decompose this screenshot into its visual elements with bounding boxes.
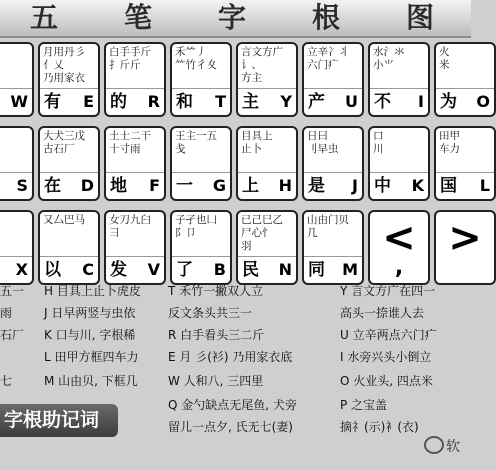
key-word: 一	[176, 176, 193, 196]
mnemonic-line: J 日早两竖与虫依	[44, 306, 136, 320]
key-m	[302, 210, 364, 285]
mnemonic-line: 七	[0, 374, 13, 388]
mnemonic-line: 五一	[0, 284, 25, 298]
banner-char: 笔	[124, 1, 153, 34]
key-b	[170, 210, 232, 285]
key-letter: S	[16, 176, 28, 195]
key-word: 上	[242, 176, 259, 196]
key-roots: 已己巳乙 尸心忄 羽	[241, 214, 283, 252]
key-roots: 言文方广 讠、 方主	[241, 46, 283, 84]
key-roots: 立辛冫丬 六门疒	[307, 46, 349, 71]
key-bottom-bar	[238, 256, 296, 283]
key-v	[104, 210, 166, 285]
key-l	[434, 126, 496, 201]
watermark	[424, 434, 464, 458]
key-letter: K	[411, 176, 424, 195]
key-letter: B	[213, 260, 226, 279]
key-letter: M	[342, 260, 358, 279]
mnemonic-line: T 禾竹一撇双人立	[168, 284, 264, 298]
key-roots: 大犬三戊 古石厂	[43, 130, 85, 155]
mnemonic-line: I 水旁兴头小倒立	[340, 350, 432, 364]
mnemonic-line: K 口与川, 字根稀	[44, 328, 136, 342]
key-y	[236, 42, 298, 117]
key-roots: 日曰 刂早虫	[307, 130, 339, 155]
mnemonic-line: 摘礻(示)衤(衣)	[340, 420, 419, 434]
key-letter: L	[479, 176, 490, 195]
key-word: 主	[242, 92, 259, 112]
key-letter: W	[10, 92, 28, 111]
title-banner	[0, 0, 471, 38]
key-roots: 王主一五 戋	[175, 130, 217, 155]
key-bottom-bar	[40, 172, 98, 199]
key-bottom-bar	[106, 88, 164, 115]
key-roots: 月用丹彡 亻乂 乃用家衣	[43, 46, 85, 84]
key-word: 有	[44, 92, 61, 112]
key-w	[0, 42, 34, 117]
key-word: 了	[176, 260, 193, 280]
key-comma	[368, 210, 430, 285]
key-symbol-sub: ,	[394, 255, 404, 280]
key-roots	[0, 130, 30, 176]
key-bottom-bar	[238, 88, 296, 115]
key-word: 在	[44, 176, 61, 196]
key-o	[434, 42, 496, 117]
key-roots: 土士二干 十寸雨	[109, 130, 151, 155]
key-letter: U	[345, 92, 358, 111]
key-j	[302, 126, 364, 201]
mnemonic-line: P 之宝盖	[340, 398, 388, 412]
key-letter: H	[278, 176, 292, 195]
key-n	[236, 210, 298, 285]
key-bottom-bar	[370, 172, 428, 199]
key-word: 为	[440, 92, 457, 112]
key-letter: X	[15, 260, 28, 279]
key-bottom-bar	[436, 88, 494, 115]
footer-title: 字根助记词	[4, 409, 100, 431]
key-roots: 子孑也凵 阝卩	[175, 214, 217, 239]
key-word: 发	[110, 260, 127, 280]
key-letter: I	[418, 92, 424, 111]
mnemonic-line: Y 言文方广在四一	[340, 284, 436, 298]
mnemonic-line: 留儿一点夕, 氏无七(妻)	[168, 420, 293, 434]
banner-char: 字	[218, 1, 247, 34]
key-letter: F	[149, 176, 160, 195]
key-word: 产	[308, 92, 325, 112]
key-letter: J	[352, 176, 358, 195]
key-word: 中	[374, 176, 391, 196]
key-bottom-bar	[304, 256, 362, 283]
key-r	[104, 42, 166, 117]
mnemonic-line: U 立辛两点六门疒	[340, 328, 437, 342]
mnemonic-line: L 田甲方框四车力	[44, 350, 139, 364]
key-letter: C	[82, 260, 94, 279]
key-letter: Y	[280, 92, 292, 111]
key-bottom-bar	[238, 172, 296, 199]
key-bottom-bar	[40, 88, 98, 115]
key-s	[0, 126, 34, 201]
key-bottom-bar	[172, 256, 230, 283]
key-i	[368, 42, 430, 117]
mnemonic-line: Q 金勺缺点无尾鱼, 犬旁	[168, 398, 297, 412]
wechat-icon	[424, 436, 444, 454]
key-bottom-bar	[172, 88, 230, 115]
key-letter: T	[215, 92, 226, 111]
key-roots: 口 川	[373, 130, 384, 155]
mnemonic-line: O 火业头, 四点米	[340, 374, 433, 388]
key-u	[302, 42, 364, 117]
key-word: 以	[44, 260, 61, 280]
key-bottom-bar	[40, 256, 98, 283]
key-letter: G	[212, 176, 226, 195]
key-word: 和	[176, 92, 193, 112]
key-word: 不	[374, 92, 391, 112]
key-roots: 火 米	[439, 46, 450, 71]
key-word: 是	[308, 176, 325, 196]
mnemonic-line: W 人和八, 三四里	[168, 374, 264, 388]
key-bottom-bar	[106, 256, 164, 283]
watermark-text: 软	[446, 439, 460, 455]
key-roots	[0, 46, 30, 92]
key-letter: D	[80, 176, 94, 195]
key-roots: 又厶巴马	[43, 214, 85, 226]
key-bottom-bar	[370, 88, 428, 115]
key-letter: O	[476, 92, 490, 111]
key-roots	[0, 214, 30, 260]
key-symbol: <	[382, 215, 416, 261]
key-letter: N	[278, 260, 292, 279]
key-word: 地	[110, 176, 127, 196]
key-d	[38, 126, 100, 201]
key-roots: 目具上 止卜	[241, 130, 273, 155]
key-h	[236, 126, 298, 201]
key-t	[170, 42, 232, 117]
key-e	[38, 42, 100, 117]
key-x	[0, 210, 34, 285]
key-bottom-bar	[0, 172, 32, 199]
mnemonic-line: 反文条头共三一	[168, 306, 253, 320]
banner-char: 图	[406, 1, 435, 34]
key-period	[434, 210, 496, 285]
mnemonic-line: 雨	[0, 306, 13, 320]
mnemonic-line: M 山由贝, 下框几	[44, 374, 138, 388]
banner-char: 根	[312, 1, 341, 34]
key-bottom-bar	[0, 256, 32, 283]
key-word: 国	[440, 176, 457, 196]
key-word: 同	[308, 260, 325, 280]
footer-title-badge	[0, 404, 118, 437]
key-roots: 禾⺮丿 ⺮竹彳夊	[175, 46, 217, 71]
key-f	[104, 126, 166, 201]
key-roots: 女刀九臼 彐	[109, 214, 151, 239]
key-g	[170, 126, 232, 201]
mnemonic-line: H 目具上止卜虎皮	[44, 284, 141, 298]
key-word: 的	[110, 92, 127, 112]
key-letter: R	[147, 92, 160, 111]
key-roots: 水氵氺 小⺌	[373, 46, 405, 71]
key-letter: E	[83, 92, 94, 111]
mnemonic-line: 石厂	[0, 328, 25, 342]
banner-char: 五	[30, 1, 59, 34]
mnemonic-line: E 月 彡(衫) 乃用家衣底	[168, 350, 293, 364]
key-roots: 白手手斤 ⺘斤斤	[109, 46, 151, 71]
key-c	[38, 210, 100, 285]
key-bottom-bar	[304, 172, 362, 199]
key-bottom-bar	[172, 172, 230, 199]
key-letter: V	[147, 260, 160, 279]
key-roots: 山由门贝 几	[307, 214, 349, 239]
key-word: 民	[242, 260, 259, 280]
key-symbol: >	[448, 215, 482, 261]
mnemonic-line: R 白手看头三二斤	[168, 328, 265, 342]
key-bottom-bar	[436, 172, 494, 199]
key-k	[368, 126, 430, 201]
key-bottom-bar	[0, 88, 32, 115]
key-roots: 田甲 车力	[439, 130, 460, 155]
key-bottom-bar	[106, 172, 164, 199]
key-bottom-bar	[304, 88, 362, 115]
mnemonic-line: 高头一捺谁人去	[340, 306, 425, 320]
